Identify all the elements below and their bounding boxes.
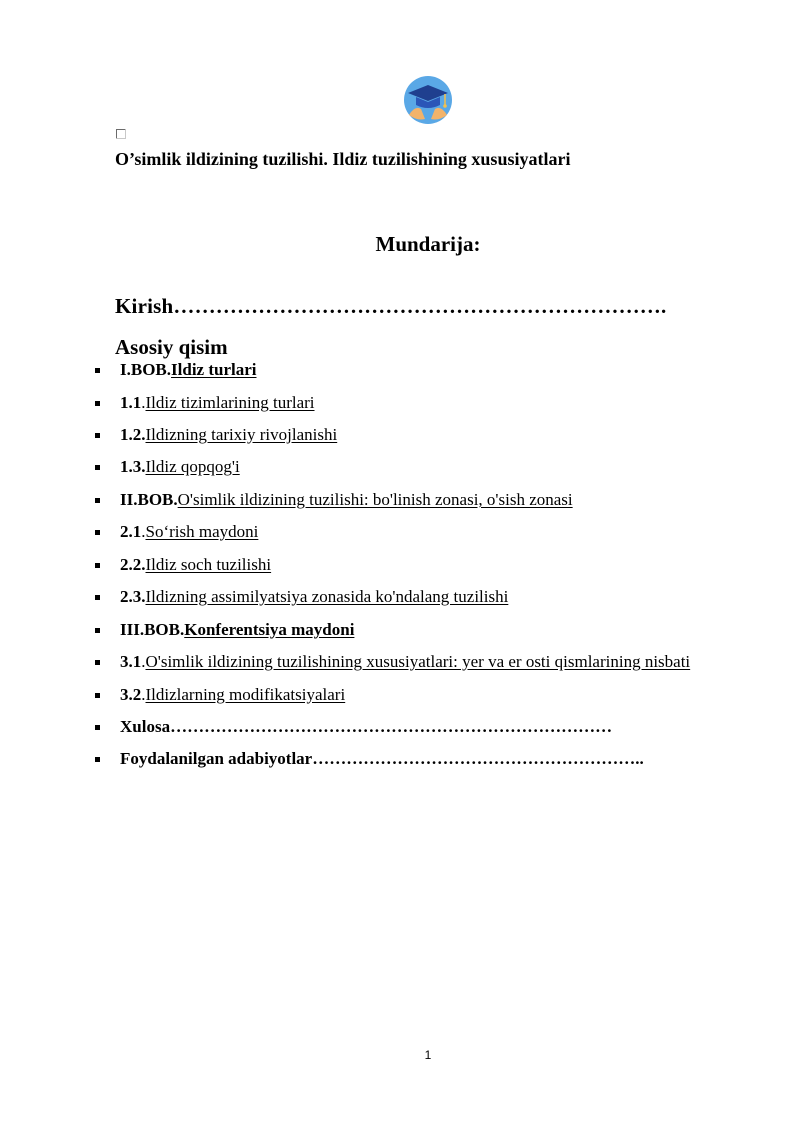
toc-intro-entry: Kirish……………………………………………………………. [115,294,667,318]
toc-link[interactable]: Ildizning tarixiy rivojlanishi [145,425,338,444]
bullet-icon [95,498,100,503]
toc-link[interactable]: Ildiz turlari [171,360,257,379]
bullet-icon [95,693,100,698]
bullet-icon [95,563,100,568]
toc-link[interactable]: O'simlik ildizining tuzilishi: bo'linish zonasi, o'sish zonasi [177,490,573,509]
bullet-icon [95,401,100,406]
toc-heading: Mundarija: [375,232,481,256]
toc-link[interactable]: Ildizning assimilyatsiya zonasida ko'ndalang tuzilishi [145,587,509,606]
toc-link[interactable]: O'simlik ildizining tuzilishining xususiyatlari: yer va er osti qismlarining nisbati [145,652,691,671]
bullet-icon [95,757,100,762]
checkbox-icon[interactable] [116,129,126,139]
toc-link[interactable]: Konferentsiya maydoni [184,620,355,639]
toc-link[interactable]: Ildiz qopqog'i [145,457,240,476]
bullet-icon [95,465,100,470]
document-title: O’simlik ildizining tuzilishi. Ildiz tuzilishining xususiyatlari [115,149,571,169]
bullet-icon [95,530,100,535]
toc-link[interactable]: Ildiz tizimlarining turlari [145,393,315,412]
page-number: 1 [424,1048,432,1062]
toc-link[interactable]: So‘rish maydoni [145,522,259,541]
graduation-cap-logo-icon [403,75,453,125]
bullet-icon [95,595,100,600]
toc-link[interactable]: Ildiz soch tuzilishi [145,555,272,574]
bullet-icon [95,368,100,373]
bullet-icon [95,433,100,438]
toc-main-part-heading: Asosiy qisim [115,335,228,359]
bullet-icon [95,660,100,665]
bullet-icon [95,725,100,730]
toc-link[interactable]: Ildizlarning modifikatsiyalari [145,685,346,704]
bullet-icon [95,628,100,633]
